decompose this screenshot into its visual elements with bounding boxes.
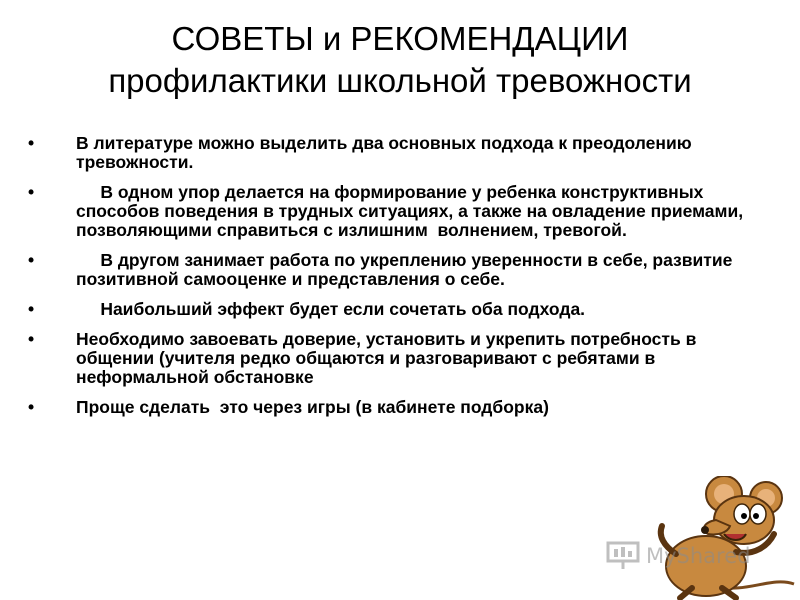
bullet-item: • В одном упор делается на формирование у ребенка конструктивных способов поведения в трудных ситуациях, а также на овладение приемами, позволяющими справиться с излишним волнением, тревогой. xyxy=(24,183,764,240)
bullet-item: • Необходимо завоевать доверие, установить и укрепить потребность в общении (учителя редко общаются и разговаривают с ребятами в неформальной обстановке xyxy=(24,330,764,387)
bullet-item: • В другом занимает работа по укреплению уверенности в себе, развитие позитивной самооценке и представления о себе. xyxy=(24,251,764,289)
watermark xyxy=(606,536,776,576)
title-line-2: профилактики школьной тревожности xyxy=(108,62,692,99)
presentation-board-icon xyxy=(606,541,640,571)
bullet-list xyxy=(24,134,764,428)
bullet-item: • Проще сделать это через игры (в кабинете подборка) xyxy=(24,398,764,417)
title-line-1: СОВЕТЫ и РЕКОМЕНДАЦИИ xyxy=(171,20,629,57)
slide-title xyxy=(0,18,800,102)
bullet-item: • Наибольший эффект будет если сочетать оба подхода. xyxy=(24,300,764,319)
bullet-item: • В литературе можно выделить два основных подхода к преодолению тревожности. xyxy=(24,134,764,172)
watermark-text: MyShared xyxy=(646,544,751,568)
